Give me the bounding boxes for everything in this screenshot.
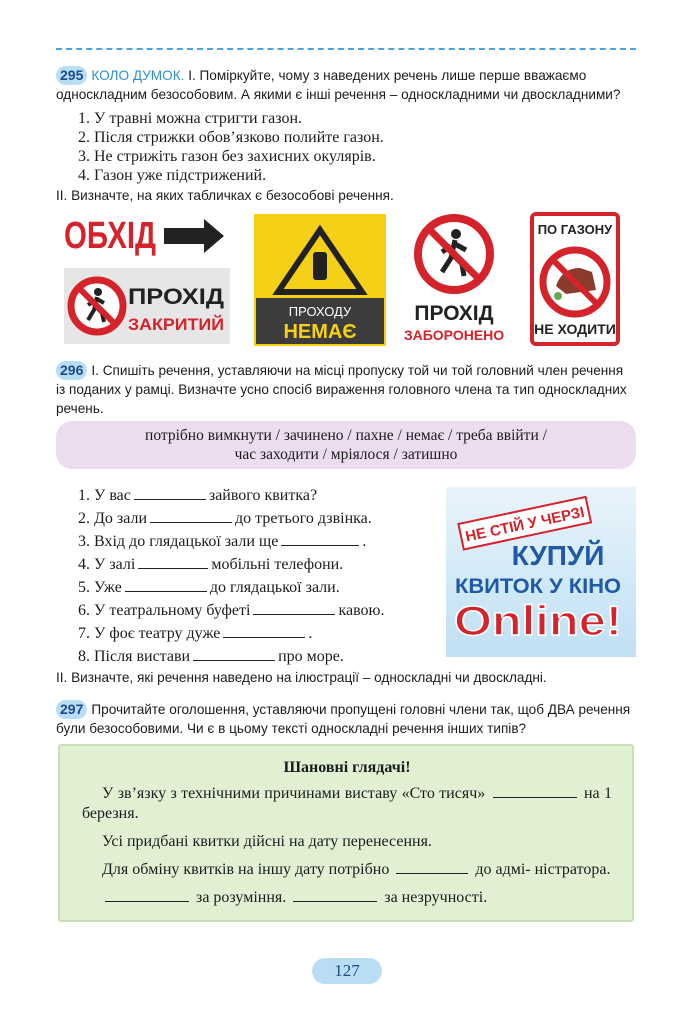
answer-blank[interactable] [193, 647, 275, 661]
svg-text:ПРОХІД: ПРОХІД [128, 284, 225, 309]
answer-blank[interactable] [125, 578, 207, 592]
prohid-zaboroneno-sign [404, 218, 504, 343]
announcement-box [58, 744, 634, 922]
ad-line-4: Online! [454, 597, 622, 644]
task-intro-text: Прочитайте оголошення, уставляючи пропущені головні члени так, щоб ДВА речення були безособовими. Чи є в цьому тексті односкладні речення інших типів? [56, 702, 631, 736]
list-item: 8. Після вистави про море. [78, 648, 344, 665]
announcement-paragraph: за розуміння. за незручності. [82, 888, 612, 908]
cinema-ticket-ad [446, 487, 636, 657]
svg-text:ПРОХОДУ: ПРОХОДУ [288, 304, 352, 319]
word-choice-box [56, 421, 636, 469]
list-item: 1. У вас зайвого квитка? [78, 487, 318, 504]
list-item: 3. Вхід до глядацької зали ще . [78, 533, 367, 550]
obhid-text: ОБХІД [64, 215, 156, 257]
list-item: 1. У травні можна стригти газон. [78, 110, 303, 127]
top-dashed-divider [56, 48, 636, 50]
answer-blank[interactable] [138, 555, 208, 569]
task-intro-text: І. Спишіть речення, уставляючи на місці пропуску той чи той головний член речення із поданих у рамці. Визначте усно спосіб вираження головного члена та тип односкладних речень. [56, 363, 627, 416]
answer-blank[interactable] [293, 888, 377, 902]
prohodu-nemaie-sign [254, 214, 386, 346]
answer-blank[interactable] [223, 624, 305, 638]
ad-line-2: КУПУЙ [511, 540, 605, 571]
answer-blank[interactable] [253, 601, 335, 615]
announcement-paragraph: Для обміну квитків на іншу дату потрібно до адмі- ністратора. [102, 861, 611, 878]
answer-blank[interactable] [150, 509, 232, 523]
obhid-sign [64, 215, 224, 257]
task-number-badge: 295 [56, 66, 87, 85]
list-item: 6. У театральному буфеті кавою. [78, 602, 385, 619]
task-296-intro [56, 361, 636, 418]
list-item: 2. Після стрижки обов’язково полийте газон. [78, 129, 384, 146]
ad-line-3: КВИТОК У КІНО [455, 575, 621, 598]
svg-text:ПО ГАЗОНУ: ПО ГАЗОНУ [537, 222, 613, 237]
task-intro-text: І. Поміркуйте, чому з наведених речень лише перше вважаємо односкладним безособовим. А якими є інші речення – односкладними чи двоскладними? [56, 68, 621, 102]
list-item: 5. Уже до глядацької зали. [78, 579, 340, 596]
svg-text:НЕ ХОДИТИ: НЕ ХОДИТИ [534, 321, 616, 337]
svg-text:ЗАКРИТИЙ: ЗАКРИТИЙ [128, 315, 224, 334]
task-number-badge: 296 [56, 361, 87, 380]
list-item: 3. Не стрижіть газон без захисних окулярів. [78, 148, 376, 165]
svg-text:НЕМАЄ: НЕМАЄ [283, 321, 357, 343]
task-295-intro [56, 66, 636, 104]
prohid-zakrytyi-sign [64, 268, 230, 344]
answer-blank[interactable] [493, 784, 577, 798]
word-choices-line-1: потрібно вимкнути / зачинено / пахне / немає / треба ввійти / [145, 427, 547, 444]
list-item: 4. У залі мобільні телефони. [78, 556, 344, 573]
task-296-sentence-list [78, 484, 384, 668]
answer-blank[interactable] [134, 486, 206, 500]
list-item: 2. До зали до третього дзвінка. [78, 510, 372, 527]
announcement-title: Шановні глядачі! [283, 759, 411, 776]
task-296-part2: ІІ. Визначте, які речення наведено на ілюстрації – односкладні чи двоскладні. [56, 670, 547, 685]
svg-text:ПРОХІД: ПРОХІД [414, 302, 494, 325]
task-heading: КОЛО ДУМОК. [91, 68, 185, 83]
answer-blank[interactable] [396, 860, 468, 874]
answer-blank[interactable] [105, 888, 189, 902]
signs-illustration [56, 206, 636, 354]
task-295-sentence-list [78, 109, 384, 185]
task-number-badge: 297 [56, 700, 87, 719]
list-item: 4. Газон уже підстрижений. [78, 167, 267, 184]
announcement-paragraph: Усі придбані квитки дійсні на дату перенесення. [102, 833, 432, 850]
svg-text:ЗАБОРОНЕНО: ЗАБОРОНЕНО [403, 327, 505, 343]
word-choices-line-2: час заходити / мріялося / затишно [234, 446, 458, 463]
answer-blank[interactable] [281, 532, 359, 546]
arrow-right-icon [164, 219, 224, 253]
task-297-intro [56, 700, 636, 738]
page-number: 127 [312, 958, 382, 984]
ad-line-1: НЕ СТІЙ У ЧЕРЗІ [463, 503, 587, 546]
list-item: 7. У фоє театру дуже . [78, 625, 313, 642]
po-hazonu-sign [532, 214, 618, 344]
announcement-paragraph: У зв’язку з технічними причинами виставу «Сто тисяч» на 1 березня. [82, 785, 612, 822]
task-295-part2: ІІ. Визначте, на яких табличках є безособові речення. [56, 188, 394, 203]
